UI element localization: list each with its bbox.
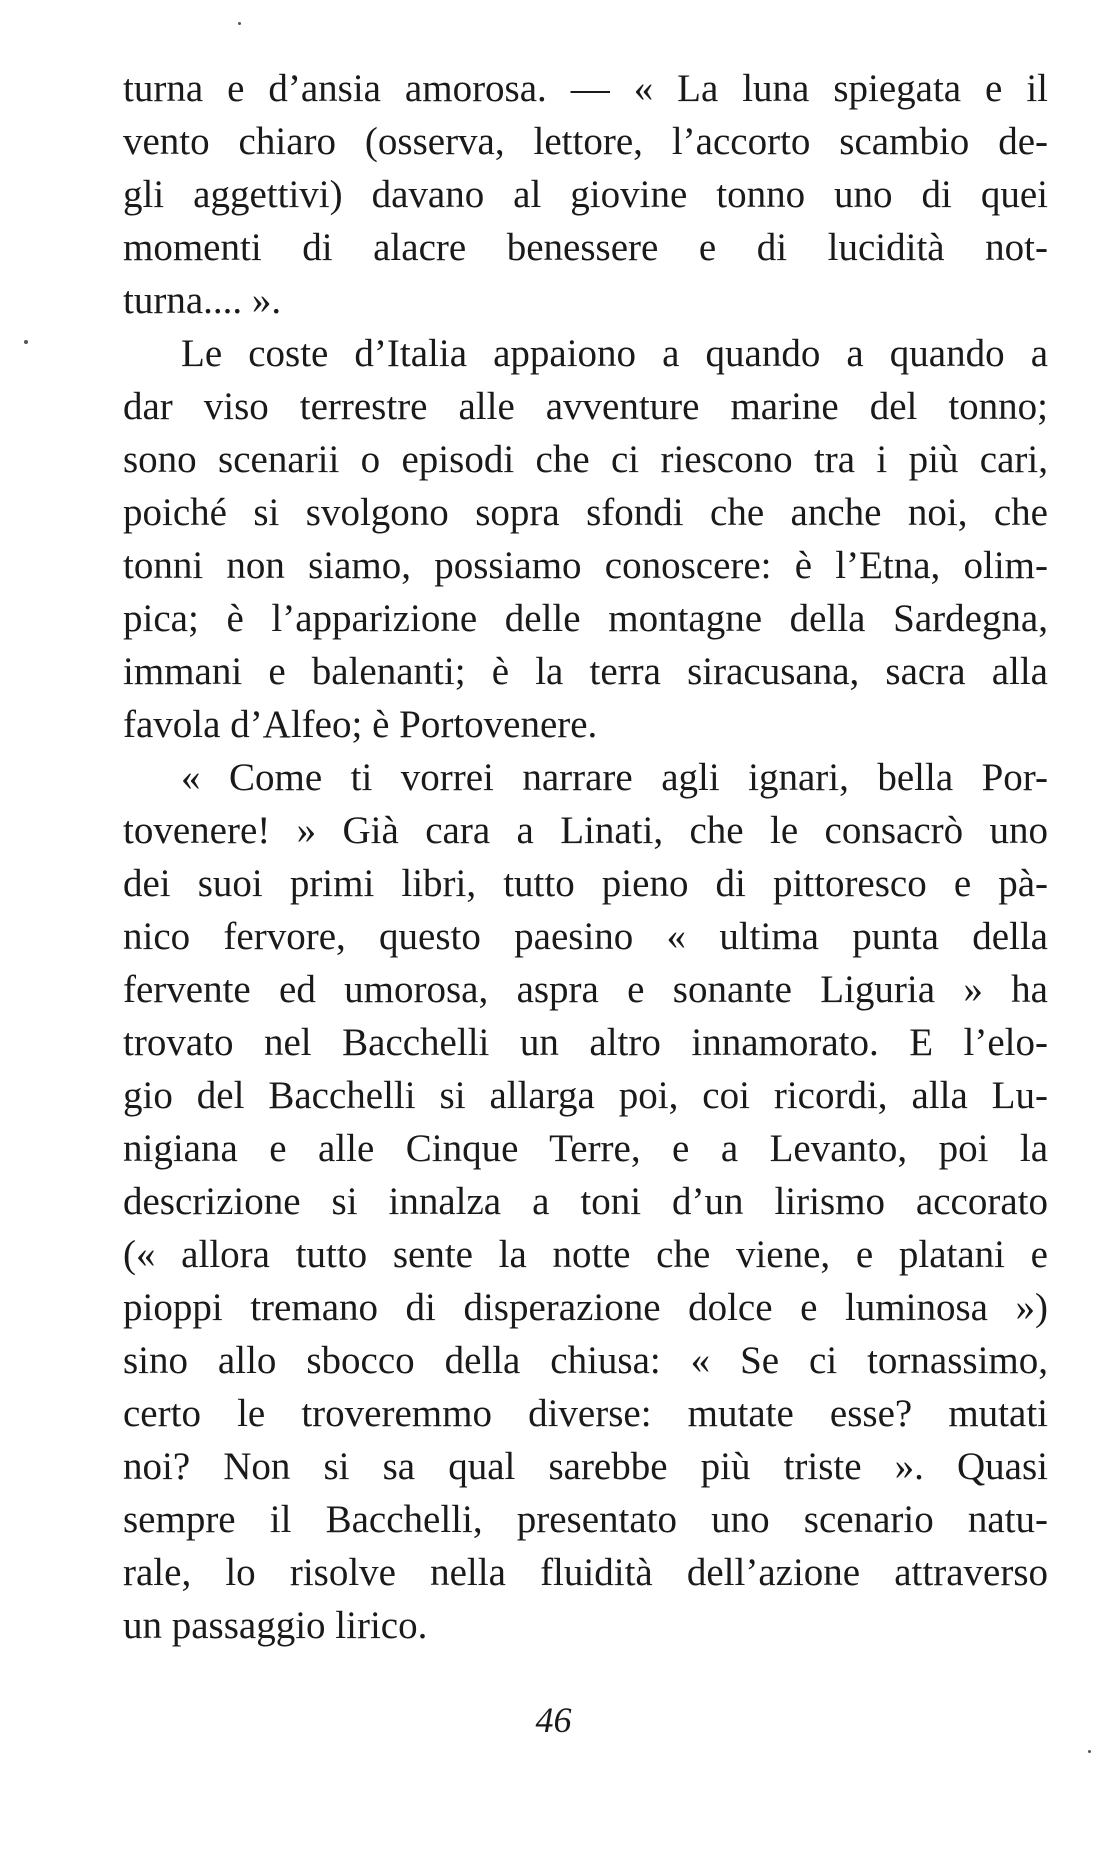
text-line: dar viso terrestre alle avventure marine del tonno; <box>123 385 1048 428</box>
scan-speck <box>24 340 28 344</box>
text-line: dei suoi primi libri, tutto pieno di pittoresco e pà- <box>123 862 1048 905</box>
text-line: Le coste d’Italia appaiono a quando a quando a <box>181 332 1048 375</box>
text-line: tonni non siamo, possiamo conoscere: è l’Etna, olim- <box>123 544 1048 587</box>
text-line: nico fervore, questo paesino « ultima punta della <box>123 915 1048 958</box>
text-line: descrizione si innalza a toni d’un lirismo accorato <box>123 1180 1048 1223</box>
text-line: sempre il Bacchelli, presentato uno scenario natu- <box>123 1498 1048 1541</box>
page-number: 46 <box>535 1700 572 1740</box>
text-line: tovenere! » Già cara a Linati, che le consacrò uno <box>123 809 1048 852</box>
scan-speck <box>1088 1750 1091 1753</box>
text-line: turna e d’ansia amorosa. — « La luna spiegata e il <box>123 67 1048 110</box>
text-line: nigiana e alle Cinque Terre, e a Levanto, poi la <box>123 1127 1048 1170</box>
paragraph <box>123 62 1048 327</box>
text-line: momenti di alacre benessere e di lucidità not- <box>123 226 1048 269</box>
text-line: poiché si svolgono sopra sfondi che anche noi, che <box>123 491 1048 534</box>
text-line: favola d’Alfeo; è Portovenere. <box>123 703 598 746</box>
text-line: sono scenarii o episodi che ci riescono tra i più cari, <box>123 438 1048 481</box>
text-line: turna.... ». <box>123 279 282 322</box>
paragraph <box>123 751 1048 1652</box>
text-line: pica; è l’apparizione delle montagne della Sardegna, <box>123 597 1048 640</box>
text-line: un passaggio lirico. <box>123 1604 428 1647</box>
text-line: trovato nel Bacchelli un altro innamorato. E l’elo- <box>123 1021 1048 1064</box>
text-line: certo le troveremmo diverse: mutate esse? mutati <box>123 1392 1048 1435</box>
text-line: pioppi tremano di disperazione dolce e luminosa ») <box>123 1286 1048 1329</box>
text-line: (« allora tutto sente la notte che viene, e platani e <box>123 1233 1048 1276</box>
text-line: immani e balenanti; è la terra siracusana, sacra alla <box>123 650 1048 693</box>
text-line: vento chiaro (osserva, lettore, l’accorto scambio de- <box>123 120 1048 163</box>
text-line: fervente ed umorosa, aspra e sonante Liguria » ha <box>123 968 1048 1011</box>
text-line: « Come ti vorrei narrare agli ignari, bella Por- <box>181 756 1048 799</box>
paragraph <box>123 327 1048 751</box>
text-line: noi? Non si sa qual sarebbe più triste ». Quasi <box>123 1445 1048 1488</box>
scan-speck <box>238 22 241 25</box>
body-text <box>123 62 1048 1652</box>
text-line: rale, lo risolve nella fluidità dell’azione attraverso <box>123 1551 1048 1594</box>
text-line: gio del Bacchelli si allarga poi, coi ricordi, alla Lu- <box>123 1074 1048 1117</box>
text-line: sino allo sbocco della chiusa: « Se ci tornassimo, <box>123 1339 1048 1382</box>
text-line: gli aggettivi) davano al giovine tonno uno di quei <box>123 173 1048 216</box>
